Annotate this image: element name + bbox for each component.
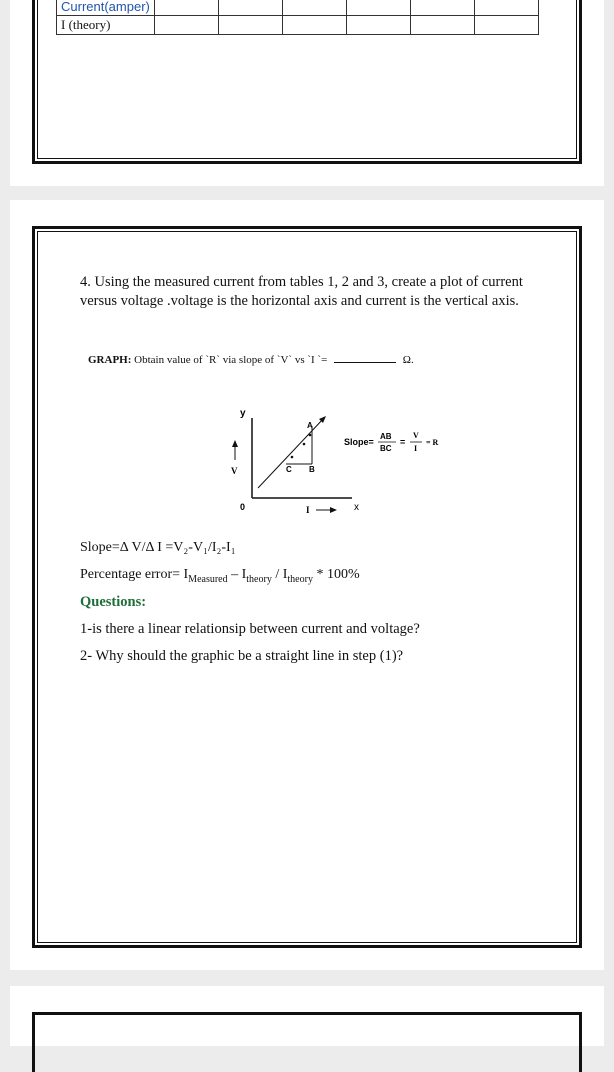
table-cell: [154, 16, 218, 35]
graph-instruction: [88, 353, 414, 366]
table-cell: [346, 16, 410, 35]
questions-title: Questions:: [80, 594, 147, 610]
table-cell: [346, 0, 410, 16]
axis-x-label: x: [354, 502, 359, 513]
table-cell: [154, 0, 218, 16]
page-3: [10, 986, 604, 1046]
table-cell: [282, 0, 346, 16]
v-arrow-head: [232, 440, 238, 447]
page-1: [10, 0, 604, 186]
ratio-denominator: I: [414, 444, 418, 453]
slope-result: = R: [426, 438, 439, 447]
i-arrow-head: [330, 507, 337, 513]
axis-y-label: y: [240, 408, 246, 419]
table-cell: [410, 0, 474, 16]
point-c-label: C: [286, 465, 292, 474]
table-row: [57, 16, 539, 35]
percentage-error-formula: Percentage error= $I_{Measured} - I_{theory} / I_{theory} * 100\%$: [80, 567, 360, 585]
table-cell: [218, 16, 282, 35]
slope-numerator: AB: [380, 432, 392, 441]
measurement-table: [56, 0, 539, 35]
point-a-label: A: [307, 421, 313, 430]
graph-instruction-text: Obtain value of `R` via slope of `V` vs `I `=: [134, 354, 328, 366]
equals-sign: =: [400, 437, 406, 447]
page-2-border: [32, 226, 582, 948]
data-point: [303, 443, 306, 446]
i-label: I: [306, 505, 310, 515]
row-label-theory: I (theory): [57, 16, 155, 35]
ratio-numerator: V: [413, 431, 419, 440]
vi-graph-diagram: [220, 400, 480, 525]
slope-formula: Slope=Δ V/Δ I =V₂-V₁/I₂-I₁: [80, 540, 236, 555]
v-label: V: [231, 466, 238, 476]
graph-unit: Ω.: [402, 354, 414, 366]
table-cell: [410, 16, 474, 35]
page-3-border: [32, 1012, 582, 1072]
question-1: 1-is there a linear relationsip between current and voltage?: [80, 621, 420, 637]
step-4-text: 4. Using the measured current from tables 1, 2 and 3, create a plot of current versus voltage .voltage is the horizontal axis and current is the vertical axis.: [80, 274, 523, 309]
slope-label: Slope=: [344, 437, 374, 447]
data-point: [309, 434, 312, 437]
origin-label: 0: [240, 502, 246, 512]
point-b-label: B: [309, 465, 315, 474]
table-cell: [218, 0, 282, 16]
answer-blank: [334, 353, 396, 363]
table-cell: [474, 0, 538, 16]
step-4-block: [80, 273, 525, 311]
table-cell: [282, 16, 346, 35]
page-2: [10, 200, 604, 970]
question-2: 2- Why should the graphic be a straight line in step (1)?: [80, 648, 404, 664]
data-point: [291, 456, 294, 459]
table-row: [57, 0, 539, 16]
table-cell: [474, 16, 538, 35]
vi-line: [258, 418, 324, 488]
slope-denominator: BC: [380, 444, 392, 453]
graph-prefix: GRAPH:: [88, 354, 132, 366]
row-label-current: Current(amper): [57, 0, 155, 16]
